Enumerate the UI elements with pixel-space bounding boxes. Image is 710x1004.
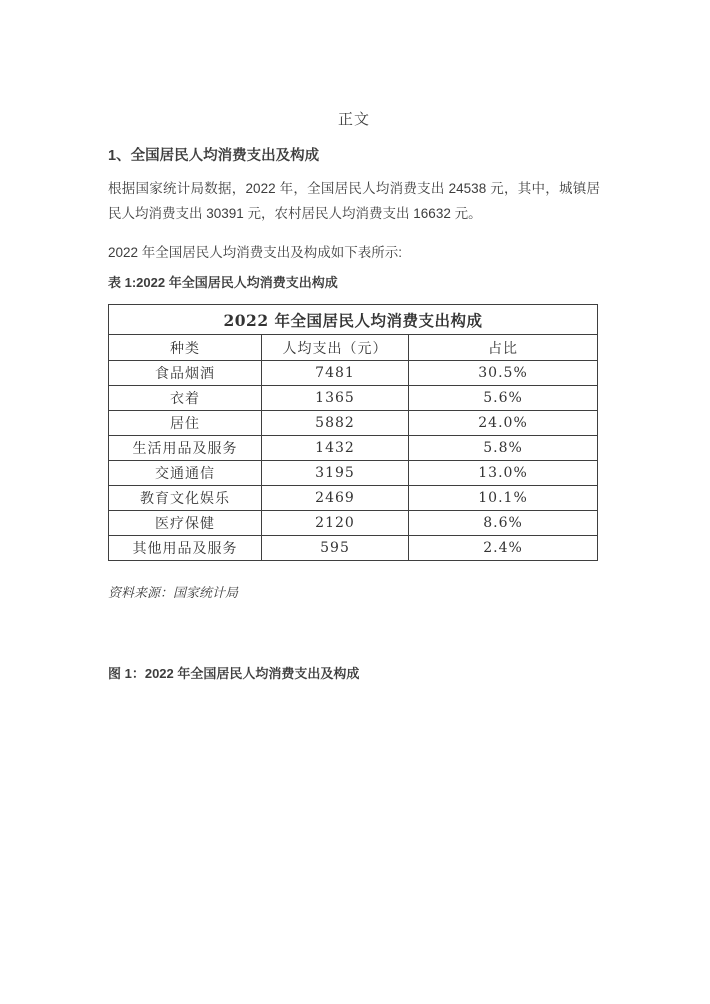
table-cell: 24.0% (409, 411, 598, 436)
column-header-proportion: 占比 (409, 335, 598, 361)
column-header-expenditure: 人均支出（元） (262, 335, 409, 361)
table-cell: 5.6% (409, 386, 598, 411)
table-cell: 13.0% (409, 461, 598, 486)
table-cell: 其他用品及服务 (109, 536, 262, 561)
table-cell: 595 (262, 536, 409, 561)
table-cell: 医疗保健 (109, 511, 262, 536)
table-cell: 8.6% (409, 511, 598, 536)
table-cell: 1432 (262, 436, 409, 461)
table-cell: 生活用品及服务 (109, 436, 262, 461)
table-header-row (109, 335, 598, 361)
table-row (109, 361, 598, 386)
table-cell: 食品烟酒 (109, 361, 262, 386)
table-body (109, 361, 598, 561)
figure-caption: 图 1：2022 年全国居民人均消费支出及构成 (108, 666, 360, 681)
table-cell: 5.8% (409, 436, 598, 461)
table-cell: 3195 (262, 461, 409, 486)
table-lead-paragraph: 2022 年全国居民人均消费支出及构成如下表所示: (108, 245, 403, 260)
table-cell: 7481 (262, 361, 409, 386)
table-row (109, 486, 598, 511)
table-caption: 表 1:2022 年全国居民人均消费支出构成 (108, 275, 338, 290)
table-cell: 交通通信 (109, 461, 262, 486)
table-row (109, 386, 598, 411)
column-header-category: 种类 (109, 335, 262, 361)
table-cell: 衣着 (109, 386, 262, 411)
table-cell: 30.5% (409, 361, 598, 386)
table-title-row (109, 305, 598, 335)
source-note: 资料来源：国家统计局 (108, 586, 239, 601)
table-cell: 2.4% (409, 536, 598, 561)
document-content (108, 0, 600, 682)
document-title: 正文 (337, 111, 370, 128)
table-cell: 教育文化娱乐 (109, 486, 262, 511)
table-cell: 居住 (109, 411, 262, 436)
table-row (109, 511, 598, 536)
section-heading: 1、全国居民人均消费支出及构成 (108, 148, 320, 164)
table-cell: 2469 (262, 486, 409, 511)
table-row (109, 461, 598, 486)
consumption-table (108, 304, 598, 561)
table-row (109, 436, 598, 461)
table-row (109, 536, 598, 561)
table-title: 2022 年全国居民人均消费支出构成 (109, 305, 598, 335)
table-cell: 10.1% (409, 486, 598, 511)
table-cell: 5882 (262, 411, 409, 436)
table-cell: 1365 (262, 386, 409, 411)
table-cell: 2120 (262, 511, 409, 536)
body-paragraph: 根据国家统计局数据，2022 年，全国居民人均消费支出 24538 元，其中，城镇居民人均消费支出 30391 元，农村居民人均消费支出 16632 元。 (108, 181, 600, 221)
table-row (109, 411, 598, 436)
